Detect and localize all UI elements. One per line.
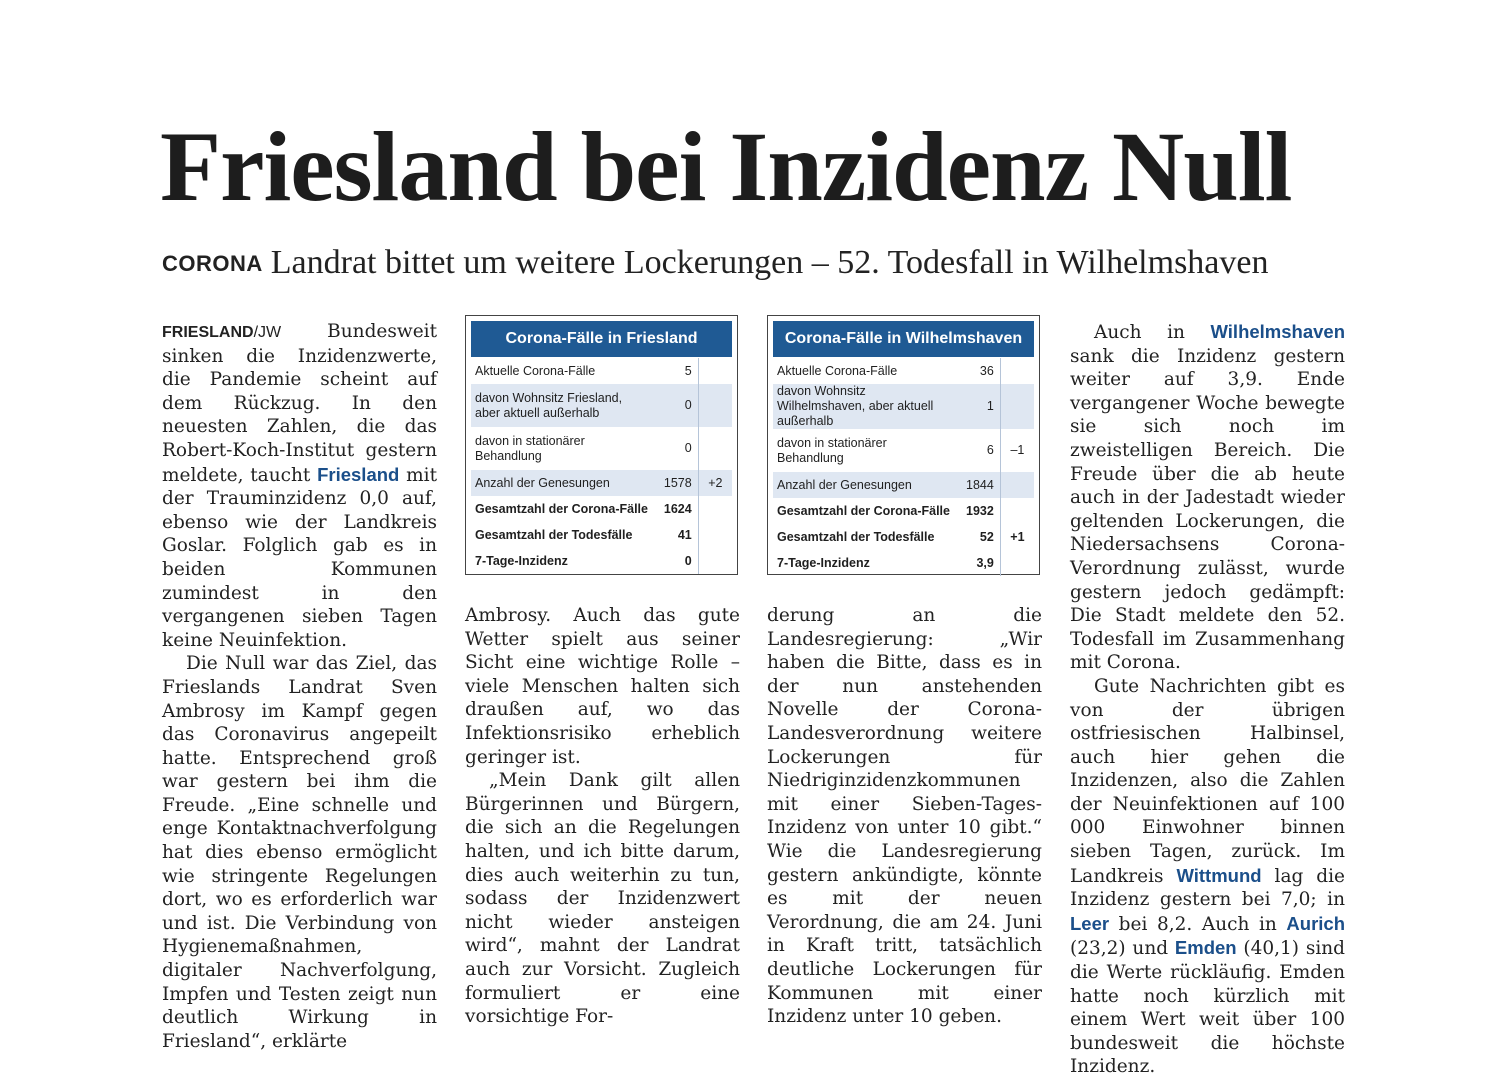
row-label: davon in stationärer Behandlung [475, 433, 585, 463]
row-value: 1624 [652, 496, 698, 522]
infobox-table [773, 358, 1034, 576]
row-label: davon Wohnsitz Wilhelmshaven, aber aktuell außerhalb [773, 384, 954, 429]
article-paragraph: „Mein Dank gilt allen Bürgerinnen und Bürgern, die sich an die Regelungen halten, und ich bitte darum, dies auch weiterhin zu tun, sodass der Inzidenzwert nicht wieder ansteigen wird“, mahnt der Landrat auch zur Vorsicht. Zugleich formuliert er eine vorsichtige For- [465, 770, 740, 1028]
row-value: 0 [652, 427, 698, 470]
highlight-place: Wittmund [1176, 864, 1262, 886]
infobox-table [471, 358, 732, 574]
kicker: CORONA [162, 251, 263, 276]
row-label: 7-Tage-Inzidenz [777, 555, 870, 570]
row-label: davon Wohnsitz Friesland, aber aktuell außerhalb [471, 384, 652, 427]
table-row [773, 472, 1034, 498]
row-label: Gesamtzahl der Corona-Fälle [475, 501, 648, 516]
row-delta [698, 384, 732, 427]
row-value: 1844 [954, 472, 1000, 498]
row-label: Anzahl der Genesungen [471, 470, 652, 496]
article-column-4 [1070, 320, 1345, 1079]
row-value: 6 [954, 429, 1000, 472]
text-run: (23,2) und [1070, 938, 1175, 960]
infobox-title: Corona-Fälle in Wilhelmshaven [773, 321, 1034, 357]
row-label: davon in stationärer Behandlung [777, 435, 887, 465]
table-row [471, 358, 732, 384]
dateline-author: /JW [253, 324, 282, 341]
subline-text: Landrat bittet um weitere Lockerungen – 52. Todesfall in Wilhelmshaven [270, 244, 1269, 281]
row-delta [698, 358, 732, 384]
dateline-place: FRIESLAND [162, 324, 254, 341]
table-row [773, 550, 1034, 576]
row-value: 41 [652, 522, 698, 548]
infobox-friesland [465, 315, 738, 575]
row-value: 36 [954, 358, 1000, 384]
row-delta: –1 [1010, 443, 1025, 457]
row-delta [1000, 384, 1034, 429]
highlight-place: Friesland [317, 463, 400, 485]
row-value: 1 [954, 384, 1000, 429]
row-value: 1578 [652, 470, 698, 496]
table-row [471, 496, 732, 522]
row-value: 3,9 [954, 550, 1000, 576]
table-row [773, 384, 1034, 429]
row-delta [698, 427, 732, 470]
text-run: Auch in [1094, 322, 1211, 343]
text-run: sank die Inzidenz gestern weiter auf 3,9. Ende vergangener Woche bewegte sie sich noch im zweistelligen Bereich. Die Freude über die ab heute auch in der Jadestadt wieder geltenden Lockerungen, die Niedersachsens Corona-Verordnung zulässt, wurde gestern jedoch gedämpft: Die Stadt meldete den 52. Todesfall im Zusammenhang mit Corona. [1070, 345, 1345, 674]
article-column-1 [162, 320, 437, 1053]
row-delta [1000, 472, 1034, 498]
row-delta: +2 [698, 470, 732, 496]
highlight-place: Emden [1174, 937, 1237, 959]
row-value: 1932 [954, 498, 1000, 524]
infobox-title: Corona-Fälle in Friesland [471, 321, 732, 357]
row-label: Anzahl der Genesungen [773, 472, 954, 498]
table-row [471, 548, 732, 574]
row-delta [698, 548, 732, 574]
table-row [773, 358, 1034, 384]
article-paragraph [1070, 320, 1345, 675]
row-value: 5 [652, 358, 698, 384]
text-run: mit der Trauminzidenz 0,0 auf, ebenso wie der Landkreis Goslar. Folglich gab es in beiden Kommunen zumindest in den vergangenen sieben Tagen keine Neuinfektion. [162, 464, 438, 651]
headline: Friesland bei Inzidenz Null [160, 111, 1292, 222]
text-run: Gute Nachrichten gibt es von der übrigen ostfriesischen Halbinsel, auch hier gehen die Inzidenzen, also die Zahlen der Neuinfektionen auf 100 000 Einwohner binnen sieben Tagen, zurück. Im Landkreis [1070, 675, 1345, 887]
row-label: Gesamtzahl der Todesfälle [475, 527, 633, 542]
row-label: Aktuelle Corona-Fälle [777, 363, 898, 378]
table-row [471, 427, 732, 470]
table-row [773, 498, 1034, 524]
article-paragraph [162, 320, 437, 652]
article-paragraph: Ambrosy. Auch das gute Wetter spielt aus seiner Sicht eine wichtige Rolle – viele Menschen halten sich draußen auf, wo das Infektionsrisiko erheblich geringer ist. [465, 605, 740, 768]
highlight-place: Wilhelmshaven [1210, 321, 1345, 342]
text-run: (40,1) sind die Werte rückläufig. Emden hatte noch kürzlich mit einem Wert weit über 100 bundesweit die höchste Inzidenz. [1070, 938, 1345, 1078]
article-paragraph: Die Null war das Ziel, das Frieslands Landrat Sven Ambrosy im Kampf gegen das Coronavirus angepeilt hatte. Entsprechend groß war gestern bei ihm die Freude. „Eine schnelle und enge Kontaktnachverfolgung hat dies ebenso ermöglicht wie stringente Regelungen dort, wo es erforderlich war und ist. Die Verbindung von Hygienemaßnahmen, digitaler Nachverfolgung, Impfen und Testen zeigt nun deutlich Wirkung in Friesland“, erklärte [162, 653, 437, 1052]
article-paragraph: derung an die Landesregierung: „Wir haben die Bitte, dass es in der nun anstehenden Novelle der Corona-Landesverordnung weitere Lockerungen für Niedriginzidenzkommunen mit einer Sieben-Tages-Inzidenz von unter 10 gibt.“ Wie die Landesregierung gestern ankündigte, könnte es mit der neuen Verordnung, die am 24. Juni in Kraft tritt, tatsächlich deutliche Lockerungen für Kommunen mit einer Inzidenz unter 10 geben. [767, 605, 1042, 1028]
row-delta [1000, 550, 1034, 576]
row-value: 0 [652, 548, 698, 574]
text-run: lag die Inzidenz gestern bei 7,0; in [1070, 865, 1345, 911]
row-label: Gesamtzahl der Todesfälle [777, 529, 935, 544]
row-delta [1000, 498, 1034, 524]
infobox-wilhelmshaven [767, 315, 1040, 575]
table-row [773, 429, 1034, 472]
article-column-3 [767, 604, 1042, 1029]
row-delta: +1 [1010, 529, 1025, 544]
highlight-place: Leer [1070, 912, 1110, 934]
text-run: Bundesweit sinken die Inzidenzwerte, die Pandemie scheint auf dem Rückzug. In den neuesten Zahlen, die das Robert-Koch-Institut gestern meldete, taucht [162, 321, 437, 486]
row-label: 7-Tage-Inzidenz [475, 553, 568, 568]
row-delta [1000, 358, 1034, 384]
text-run: bei 8,2. Auch in [1109, 913, 1287, 935]
row-delta [698, 496, 732, 522]
table-row [471, 384, 732, 427]
row-label: Gesamtzahl der Corona-Fälle [777, 503, 950, 518]
highlight-place: Aurich [1286, 912, 1345, 934]
article-column-2 [465, 604, 740, 1029]
row-label: Aktuelle Corona-Fälle [475, 363, 596, 378]
article-paragraph [1070, 675, 1345, 1079]
row-delta [698, 522, 732, 548]
table-row [471, 522, 732, 548]
row-value: 52 [954, 524, 1000, 550]
row-value: 0 [652, 384, 698, 427]
subline [162, 243, 1269, 284]
table-row [471, 470, 732, 496]
table-row [773, 524, 1034, 550]
